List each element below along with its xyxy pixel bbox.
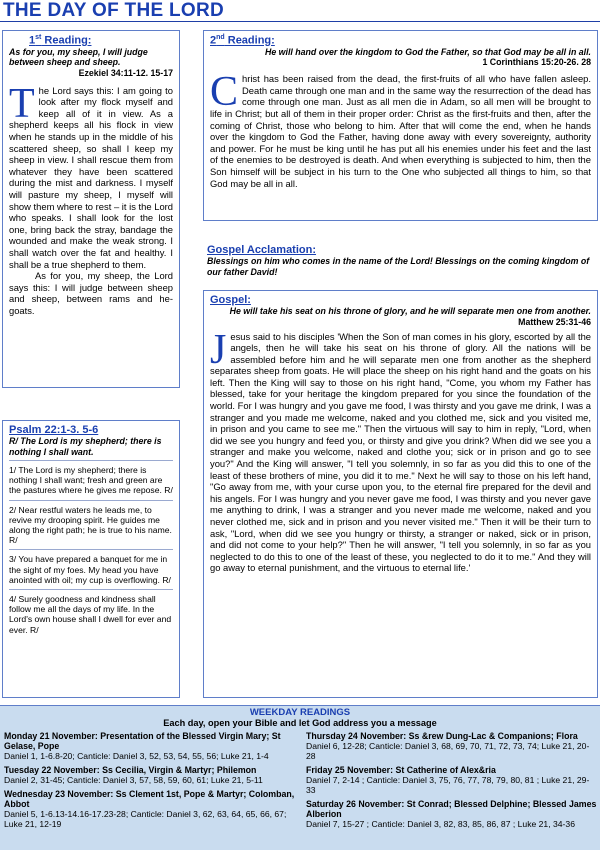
page-header	[0, 0, 600, 22]
weekday-refs: Daniel 1, 1-6.8-20; Canticle: Daniel 3, 52, 53, 54, 55, 56; Luke 21, 1-4	[4, 751, 269, 761]
second-reading-body: hrist has been raised from the dead, the first-fruits of all who have fallen asleep. Death came through one man and in the same way the resurrection of the dead has come through one man. Just as all men die in Adam, so all men will be brought to life in Christ; but all of them in their proper order: Christ as the first-fruits and then, after the coming of Christ, those who belong to him. After that will come the end, when he hands over the kingdom to God the Father, having done away with every sovereignty, authority and power. For he must be king until he has put all his enemies under his feet and the last of the enemies to be destroyed is death. And when everything is subjected to him, then the Son himself will be subject in his turn to the One who subjected all things to him, so that God may be all in all.	[210, 73, 591, 189]
page-title: THE DAY OF THE LORD	[3, 0, 225, 21]
first-reading-text-2: As for you, my sheep, the Lord says this: I will judge between sheep and sheep, between rams and he-goats.	[9, 270, 173, 316]
weekday-refs: Daniel 7, 15-27 ; Canticle: Daniel 3, 82, 83, 85, 86, 87 ; Luke 21, 34-36	[306, 819, 575, 829]
psalm-response: R/ The Lord is my shepherd; there is nothing I shall want.	[9, 436, 173, 461]
first-reading-text	[9, 80, 173, 271]
psalm-verse: 2/ Near restful waters he leads me, to revive my drooping spirit. He guides me along the right path; he is true to his name. R/	[9, 501, 173, 551]
weekday-item	[306, 731, 598, 761]
weekday-readings	[0, 705, 600, 850]
weekday-day: Wednesday 23 November: Ss Clement 1st, Pope & Martyr; Colomban, Abbot	[4, 789, 295, 809]
first-reading-box	[2, 30, 180, 388]
gospel-heading: Gospel:	[210, 294, 251, 306]
weekday-day: Thursday 24 November: Ss &rew Dung-Lac & Companions; Flora	[306, 731, 578, 741]
weekday-item	[306, 799, 598, 829]
second-reading-box	[203, 30, 598, 221]
first-reading-heading-sup: st	[35, 34, 42, 41]
first-reading-drop-cap: T	[9, 80, 35, 127]
psalm-verse: 3/ You have prepared a banquet for me in the sight of my foes. My head you have anointed with oil; my cup is overflowing. R/	[9, 550, 173, 590]
second-reading-subtitle: He will hand over the kingdom to God the Father, so that God may be all in all.	[264, 46, 591, 57]
weekday-day: Monday 21 November: Presentation of the Blessed Virgin Mary; St Gelase, Pope	[4, 731, 281, 751]
weekday-item	[306, 765, 598, 795]
weekday-item	[4, 789, 296, 829]
gospel-box	[203, 290, 598, 698]
weekday-title: WEEKDAY READINGS	[249, 707, 351, 718]
gospel-subtitle: He will take his seat on his throne of glory, and he will separate men one from another.	[229, 306, 591, 316]
weekday-day: Saturday 26 November: St Conrad; Blessed Delphine; Blessed James Alberion	[306, 799, 597, 819]
gospel-acclamation	[207, 244, 597, 282]
second-reading-heading-num: 2	[210, 34, 217, 47]
gospel-body: esus said to his disciples 'When the Son of man comes in his glory, escorted by all the angels, then he will take his seat on his throne of glory. All the nations will be assembled before him and he will separate men one from another as the shepherd separates sheep from goats. He will place the sheep on his right hand and the goats on his left. Then the King will say to those on his right hand, "Come, you whom my Father has blessed, take for your heritage the kingdom prepared for you since the foundation of the world. For I was hungry and you gave me food, I was thirsty and you gave me drink, I was a stranger and you made me welcome, naked and you clothed me, sick and you visited me, in prison and you came to see me." Then the virtuous will say to him in reply, "Lord, when did we see you hungry and feed you, or thirsty and give you drink? When did we see you a stranger and make you welcome, naked and clothe you; sick or in prison and go to see you?" And the King will answer, "I tell you solemnly, in so far as you did this to one of the least of these brothers of mine, you did it to me." Next he will say to those on his left hand, "Go away from me, with your curse upon you, to the eternal fire prepared for the devil and his angels. For I was hungry and you never gave me food, I was thirsty and you never gave me anything to drink, I was a stranger and you never made me welcome, naked and you never clothed me, sick and in prison and you never visited me." Then it will be their turn to ask, "Lord, when did we see you hungry or thirsty, a stranger or naked, sick or in prison, and did not come to your help?" Then he will answer, "I tell you solemnly, in so far as you neglected to do this to one of the least of these, you neglected to do it to me." And they will go away to eternal punishment, and the virtuous to eternal life.'	[210, 330, 591, 574]
first-reading-subtitle: As for you, my sheep, I will judge between sheep and sheep.	[9, 46, 148, 68]
second-reading-heading-rest: Reading:	[224, 34, 275, 47]
gospel-acclamation-text: Blessings on him who comes in the name of the Lord! Blessings on the coming kingdom of our father David!	[207, 256, 590, 277]
first-reading-body: he Lord says this: I am going to look after my flock myself and keep all of it in view. As a shepherd keeps all his flock in view when he stands up in the middle of his scattered sheep, so shall I keep my sheep in view. I shall rescue them from whatever they have been scattered during the mist and darkness. I myself will pasture my sheep, I myself will show them where to rest – it is the Lord who speaks. I shall look for the lost one, bring back the stray, bandage the wounded and make the weak strong. I shall watch over the fat and healthy. I shall be a true shepherd to them.	[9, 84, 173, 270]
weekday-item	[4, 765, 296, 785]
second-reading-text	[210, 69, 591, 189]
weekday-refs: Daniel 2, 31-45; Canticle: Daniel 3, 57, 58, 59, 60, 61; Luke 21, 5-11	[4, 775, 263, 785]
first-reading-heading-rest: Reading:	[41, 34, 92, 47]
weekday-item	[4, 731, 296, 761]
psalm-box	[2, 420, 180, 698]
weekday-day: Friday 25 November: St Catherine of Alex&ria	[306, 765, 496, 775]
second-reading-heading	[210, 34, 591, 47]
psalm-heading: Psalm 22:1-3. 5-6	[9, 424, 99, 436]
second-reading-heading-sup: nd	[216, 34, 225, 41]
gospel-acclamation-heading: Gospel Acclamation:	[207, 244, 317, 256]
weekday-right-column	[306, 731, 598, 833]
weekday-day: Tuesday 22 November: Ss Cecilia, Virgin & Martyr; Philemon	[4, 765, 257, 775]
second-reading-drop-cap: C	[210, 69, 239, 116]
weekday-refs: Daniel 6, 12-28; Canticle: Daniel 3, 68, 69, 70, 71, 72, 73, 74; Luke 21, 20-28	[306, 741, 590, 761]
first-reading-heading-num: 1	[29, 34, 36, 47]
weekday-refs: Daniel 7, 2-14 ; Canticle: Daniel 3, 75, 76, 77, 78, 79, 80, 81 ; Luke 21, 29-33	[306, 775, 590, 795]
first-reading-heading	[9, 34, 173, 47]
weekday-left-column	[4, 731, 296, 833]
first-reading-reference: Ezekiel 34:11-12. 15-17	[78, 67, 173, 78]
gospel-drop-cap: J	[210, 326, 227, 373]
weekday-subtitle: Each day, open your Bible and let God address you a message	[163, 718, 437, 728]
weekday-refs: Daniel 5, 1-6.13-14.16-17.23-28; Canticle: Daniel 3, 62, 63, 64, 65, 66, 67; Luke 21, 12-19	[4, 809, 287, 829]
psalm-verse: 4/ Surely goodness and kindness shall follow me all the days of my life. In the Lord's own house shall I dwell for ever and ever. R/	[9, 594, 172, 635]
psalm-verse: 1/ The Lord is my shepherd; there is nothing I shall want; fresh and green are the pastures where he gives me repose. R/	[9, 461, 173, 501]
gospel-reference: Matthew 25:31-46	[518, 316, 591, 327]
gospel-text	[210, 326, 591, 574]
second-reading-reference: 1 Corinthians 15:20-26. 28	[482, 57, 591, 68]
